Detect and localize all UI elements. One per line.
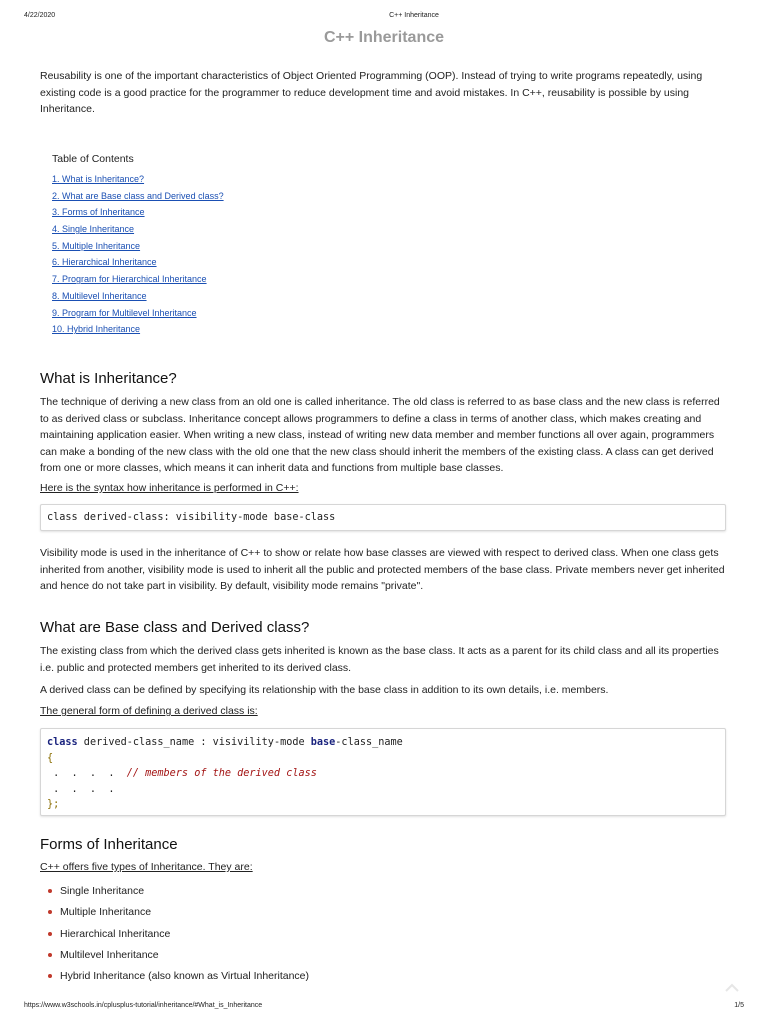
toc-item bbox=[52, 305, 452, 322]
section-paragraph: The existing class from which the derived class gets inherited is known as the base class. It acts as a parent for its child class and all its properties i.e. public and protected members get inherited to its derived class. bbox=[40, 645, 719, 674]
bullet-icon bbox=[48, 910, 52, 914]
code-line: }; bbox=[47, 799, 60, 810]
print-page-number: 1/5 bbox=[734, 1002, 744, 1009]
toc-link-what-is-inheritance[interactable]: 1. What is Inheritance? bbox=[52, 174, 145, 184]
toc-item bbox=[52, 171, 452, 188]
section-heading-what-is-inheritance: What is Inheritance? bbox=[40, 370, 177, 387]
code-line bbox=[41, 735, 725, 751]
toc-title: Table of Contents bbox=[52, 153, 134, 165]
code-keyword: class bbox=[47, 737, 78, 748]
list-item-label: Hybrid Inheritance (also known as Virtual Inheritance) bbox=[60, 970, 310, 983]
toc-item bbox=[52, 188, 452, 205]
list-item-label: Hierarchical Inheritance bbox=[60, 927, 171, 940]
toc-item bbox=[52, 254, 452, 271]
toc-link-forms[interactable]: 3. Forms of Inheritance bbox=[52, 207, 145, 218]
code-comment: // members of the derived class bbox=[126, 768, 317, 779]
code-line bbox=[41, 766, 725, 782]
section-heading-forms: Forms of Inheritance bbox=[40, 836, 178, 853]
toc-link-program-hierarchical[interactable]: 7. Program for Hierarchical Inheritance bbox=[52, 274, 207, 285]
section-paragraph: A derived class can be defined by specifying its relationship with the base class in addition to its own details, i.e. members. bbox=[40, 684, 609, 696]
print-url: https://www.w3schools.in/cplusplus-tutorial/inheritance/#What_is_Inheritance bbox=[24, 1002, 263, 1009]
visibility-paragraph: Visibility mode is used in the inheritance of C++ to show or relate how base classes are viewed with respect to derived class. When one class gets inherited from another, visibility mode is used to inherit all the public and protected members of the base class. Private members never get inherited and hence do not take part in visibility. By default, visibility mode remains "private". bbox=[40, 547, 725, 592]
toc-item bbox=[52, 204, 452, 221]
toc-item bbox=[52, 221, 452, 238]
forms-list bbox=[48, 883, 309, 989]
print-header-title: C++ Inheritance bbox=[389, 12, 439, 19]
toc-link-hybrid[interactable]: 10. Hybrid Inheritance bbox=[52, 324, 141, 335]
bullet-icon bbox=[48, 889, 52, 893]
code-line: . . . . bbox=[47, 783, 115, 795]
toc-link-hierarchical[interactable]: 6. Hierarchical Inheritance bbox=[52, 257, 157, 268]
general-form-intro: The general form of defining a derived class is: bbox=[40, 705, 258, 717]
code-text: . . . . bbox=[47, 768, 127, 779]
toc-link-program-multilevel[interactable]: 9. Program for Multilevel Inheritance bbox=[52, 307, 197, 318]
bullet-icon bbox=[48, 932, 52, 936]
list-item bbox=[48, 947, 309, 968]
toc-link-multiple[interactable]: 5. Multiple Inheritance bbox=[52, 240, 141, 251]
forms-intro: C++ offers five types of Inheritance. They are: bbox=[40, 861, 253, 873]
list-item bbox=[48, 883, 309, 904]
syntax-code-block bbox=[40, 504, 726, 531]
section-heading-base-derived: What are Base class and Derived class? bbox=[40, 619, 310, 636]
toc-list bbox=[52, 171, 452, 338]
toc-item bbox=[52, 288, 452, 305]
list-item-label: Multiple Inheritance bbox=[60, 906, 152, 919]
code-line: class derived-class: visibility-mode base-class bbox=[47, 512, 336, 523]
bullet-icon bbox=[48, 974, 52, 978]
toc-item bbox=[52, 321, 452, 338]
toc-link-multilevel[interactable]: 8. Multilevel Inheritance bbox=[52, 290, 147, 301]
toc-link-single[interactable]: 4. Single Inheritance bbox=[52, 224, 135, 235]
bullet-icon bbox=[48, 953, 52, 957]
code-text: derived-class_name : visivility-mode bbox=[77, 737, 311, 748]
list-item bbox=[48, 926, 309, 947]
section-paragraph: The technique of deriving a new class from an old one is called inheritance. The old class is referred to as base class and the new class is referred to as derived class or subclass. Inheritance concept allows programmers to define a class in terms of another class, which makes creating and maintaining application easier. When writing a new class, instead of writing new data member and member functions all over again, programmers can make a bonding of the new class with the old one that the new class should inherit the members of the existing class. A class can get derived from one or more classes, which means it can inherit data and functions from multiple base classes. bbox=[40, 396, 720, 474]
list-item-label: Single Inheritance bbox=[60, 885, 145, 897]
code-keyword: base bbox=[310, 737, 336, 748]
chevron-up-icon[interactable] bbox=[724, 980, 740, 996]
code-text: -class_name bbox=[335, 737, 403, 748]
toc-link-base-derived[interactable]: 2. What are Base class and Derived class? bbox=[52, 190, 224, 201]
intro-paragraph: Reusability is one of the important characteristics of Object Oriented Programming (OOP). Instead of trying to write programs repeatedly, using existing code is a good practice for the programmer to reduce development time and avoid mistakes. In C++, reusability is possible by using Inheritance. bbox=[40, 70, 703, 115]
page-title: C++ Inheritance bbox=[323, 29, 445, 46]
syntax-intro: Here is the syntax how inheritance is performed in C++: bbox=[40, 482, 299, 494]
list-item-label: Multilevel Inheritance bbox=[60, 948, 159, 961]
code-line: { bbox=[47, 752, 54, 764]
toc-item bbox=[52, 271, 452, 288]
print-date: 4/22/2020 bbox=[24, 12, 56, 19]
list-item bbox=[48, 968, 309, 989]
table-of-contents bbox=[52, 153, 452, 338]
derived-class-code-block bbox=[40, 728, 726, 816]
list-item bbox=[48, 904, 309, 925]
toc-item bbox=[52, 238, 452, 255]
